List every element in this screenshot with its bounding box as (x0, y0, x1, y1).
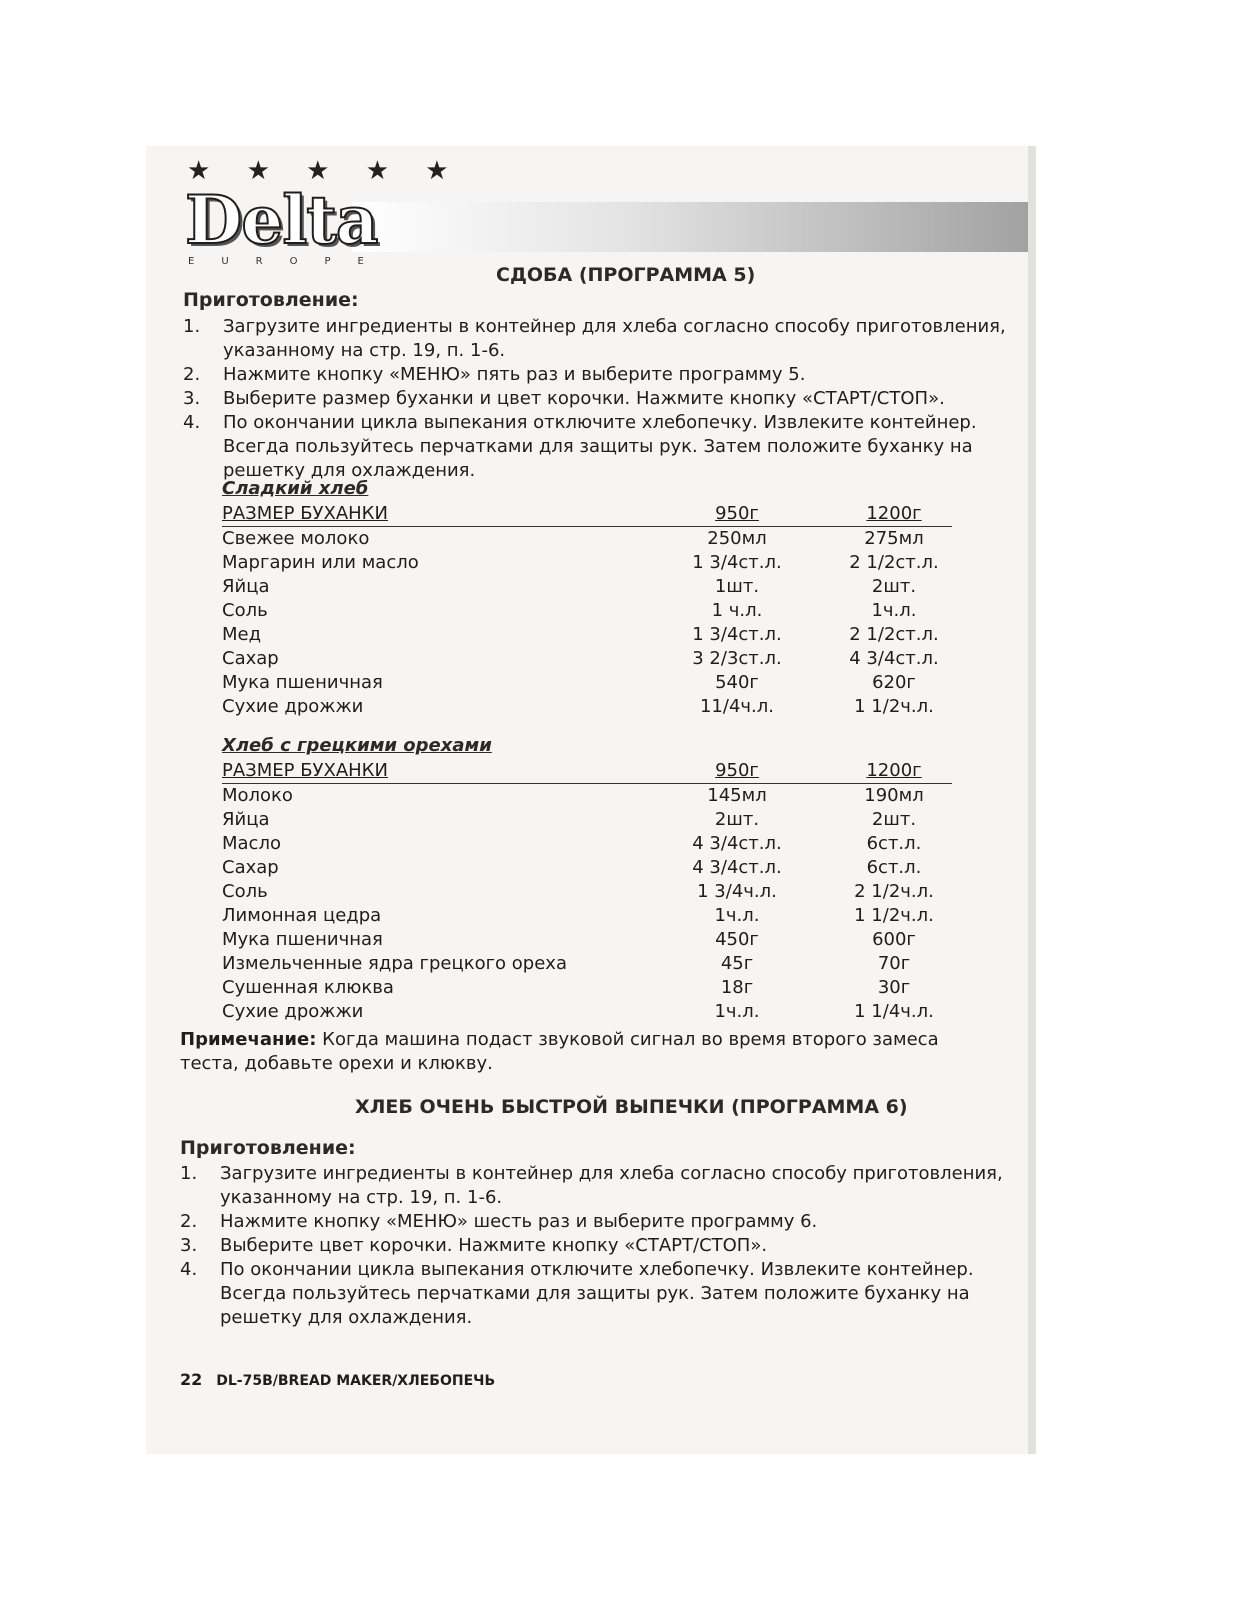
table-row (222, 808, 952, 832)
amount-large: 6ст.л. (866, 833, 922, 854)
table-row (222, 784, 952, 808)
step-text: Загрузите ингредиенты в контейнер для хлеба согласно способу приготовления, указанному на стр. 19, п. 1-6. (220, 1163, 1003, 1208)
header-size-large: 1200г (866, 760, 922, 781)
amount-small: 4 3/4ст.л. (692, 833, 782, 854)
page-edge (1028, 146, 1036, 1454)
amount-small: 1 3/4ст.л. (692, 552, 782, 573)
step-text: Загрузите ингредиенты в контейнер для хлеба согласно способу приготовления, указанному на стр. 19, п. 1-6. (223, 316, 1006, 361)
step-number: 3. (180, 1235, 198, 1256)
amount-large: 4 3/4ст.л. (849, 648, 939, 669)
table-row (222, 856, 952, 880)
ingredient-name: Лимонная цедра (222, 905, 382, 926)
brand-gradient-bar (352, 202, 1028, 252)
step-number: 2. (180, 1211, 198, 1232)
amount-small: 11/4ч.л. (699, 696, 774, 717)
step-item (183, 363, 1013, 387)
step-number: 1. (183, 316, 201, 337)
ingredient-name: Яйца (222, 576, 270, 597)
table-title-walnut-bread: Хлеб с грецкими орехами (222, 735, 492, 756)
table-row (222, 599, 952, 623)
ingredient-name: Соль (222, 881, 268, 902)
step-item (180, 1210, 1010, 1234)
step-number: 1. (180, 1163, 198, 1184)
step-item (183, 315, 1013, 363)
table-row (222, 832, 952, 856)
step-item (180, 1258, 1010, 1330)
delta-logo-subtitle: EUROPE (188, 256, 391, 267)
table-row (222, 623, 952, 647)
step-text: Выберите размер буханки и цвет корочки. Нажмите кнопку «СТАРТ/СТОП». (223, 388, 945, 409)
amount-small: 3 2/3ст.л. (692, 648, 782, 669)
table-row (222, 527, 952, 551)
step-text: По окончании цикла выпекания отключите хлебопечку. Извлеките контейнер. Всегда пользуйтесь перчатками для защиты рук. Затем положите буханку на решетку для охлаждения. (223, 412, 977, 481)
step-number: 4. (180, 1259, 198, 1280)
prep-heading-2: Приготовление: (180, 1137, 356, 1159)
note-text: Когда машина подаст звуковой сигнал во время второго замеса теста, добавьте орехи и клюкву. (180, 1029, 939, 1074)
step-text: Нажмите кнопку «МЕНЮ» пять раз и выберите программу 5. (223, 364, 806, 385)
step-item (180, 1234, 1010, 1258)
recipe-table-walnut-bread (222, 759, 952, 1024)
ingredient-name: Мед (222, 624, 262, 645)
ingredient-name: Молоко (222, 785, 293, 806)
ingredient-name: Сушенная клюква (222, 977, 394, 998)
table-row (222, 928, 952, 952)
amount-small: 1ч.л. (714, 905, 760, 926)
amount-large: 1 1/2ч.л. (854, 696, 934, 717)
amount-large: 6ст.л. (866, 857, 922, 878)
amount-small: 450г (715, 929, 759, 950)
table-row (222, 904, 952, 928)
step-number: 3. (183, 388, 201, 409)
header-size-small: 950г (715, 503, 759, 524)
amount-small: 2шт. (714, 809, 760, 830)
amount-small: 250мл (707, 528, 767, 549)
ingredient-name: Мука пшеничная (222, 929, 383, 950)
header-size-large: 1200г (866, 503, 922, 524)
step-text: По окончании цикла выпекания отключите хлебопечку. Извлеките контейнер. Всегда пользуйтесь перчатками для защиты рук. Затем положите буханку на решетку для охлаждения. (220, 1259, 974, 1328)
amount-small: 540г (715, 672, 759, 693)
amount-large: 2 1/2ст.л. (849, 624, 939, 645)
recipe-table-sweet-bread (222, 502, 952, 719)
table-row (222, 671, 952, 695)
page-footer (180, 1370, 495, 1389)
step-item (180, 1162, 1010, 1210)
prep-heading-1: Приготовление: (183, 289, 359, 311)
table-row (222, 647, 952, 671)
amount-large: 2шт. (871, 809, 917, 830)
ingredient-name: Маргарин или масло (222, 552, 419, 573)
model-label: DL-75B/BREAD MAKER/ХЛЕБОПЕЧЬ (216, 1373, 496, 1389)
table-row (222, 551, 952, 575)
amount-large: 2 1/2ч.л. (854, 881, 934, 902)
section-title-sdoba: СДОБА (ПРОГРАММА 5) (496, 264, 756, 286)
amount-small: 45г (720, 953, 754, 974)
step-number: 4. (183, 412, 201, 433)
amount-small: 18г (720, 977, 754, 998)
section-title-fast-bake: ХЛЕБ ОЧЕНЬ БЫСТРОЙ ВЫПЕЧКИ (ПРОГРАММА 6) (355, 1096, 908, 1118)
header-size-small: 950г (715, 760, 759, 781)
amount-large: 620г (872, 672, 916, 693)
amount-large: 1 1/2ч.л. (854, 905, 934, 926)
amount-large: 1 1/4ч.л. (854, 1001, 934, 1022)
step-item (183, 387, 1013, 411)
rating-stars: ★ ★ ★ ★ ★ (187, 156, 463, 186)
note-label: Примечание: (180, 1029, 317, 1050)
amount-large: 1ч.л. (871, 600, 917, 621)
ingredient-name: Измельченные ядра грецкого ореха (222, 953, 567, 974)
table-row (222, 880, 952, 904)
amount-large: 190мл (864, 785, 924, 806)
delta-logo: Delta (185, 181, 378, 259)
amount-large: 30г (877, 977, 911, 998)
amount-small: 1 3/4ст.л. (692, 624, 782, 645)
table-title-sweet-bread: Сладкий хлеб (222, 478, 369, 499)
amount-small: 4 3/4ст.л. (692, 857, 782, 878)
step-text: Выберите цвет корочки. Нажмите кнопку «СТАРТ/СТОП». (220, 1235, 768, 1256)
step-text: Нажмите кнопку «МЕНЮ» шесть раз и выберите программу 6. (220, 1211, 818, 1232)
table-row (222, 575, 952, 599)
header-loaf-size: РАЗМЕР БУХАНКИ (222, 760, 388, 781)
table-header-row (222, 759, 952, 784)
amount-small: 145мл (707, 785, 767, 806)
step-number: 2. (183, 364, 201, 385)
ingredient-name: Сухие дрожжи (222, 696, 364, 717)
steps-list-1 (183, 315, 1013, 483)
amount-large: 2 1/2ст.л. (849, 552, 939, 573)
amount-large: 600г (872, 929, 916, 950)
amount-large: 275мл (864, 528, 924, 549)
step-item (183, 411, 1013, 483)
ingredient-name: Сухие дрожжи (222, 1001, 364, 1022)
ingredient-name: Сахар (222, 857, 279, 878)
table-header-row (222, 502, 952, 527)
ingredient-name: Яйца (222, 809, 270, 830)
ingredient-name: Соль (222, 600, 268, 621)
amount-large: 2шт. (871, 576, 917, 597)
steps-list-2 (180, 1162, 1010, 1330)
amount-small: 1 3/4ч.л. (697, 881, 777, 902)
note-paragraph (180, 1028, 980, 1076)
amount-small: 1 ч.л. (711, 600, 763, 621)
amount-large: 70г (877, 953, 911, 974)
ingredient-name: Свежее молоко (222, 528, 370, 549)
table-row (222, 976, 952, 1000)
header-loaf-size: РАЗМЕР БУХАНКИ (222, 503, 388, 524)
ingredient-name: Мука пшеничная (222, 672, 383, 693)
table-row (222, 1000, 952, 1024)
table-row (222, 695, 952, 719)
ingredient-name: Масло (222, 833, 281, 854)
ingredient-name: Сахар (222, 648, 279, 669)
amount-small: 1ч.л. (714, 1001, 760, 1022)
page-number: 22 (180, 1370, 203, 1389)
table-row (222, 952, 952, 976)
amount-small: 1шт. (714, 576, 760, 597)
